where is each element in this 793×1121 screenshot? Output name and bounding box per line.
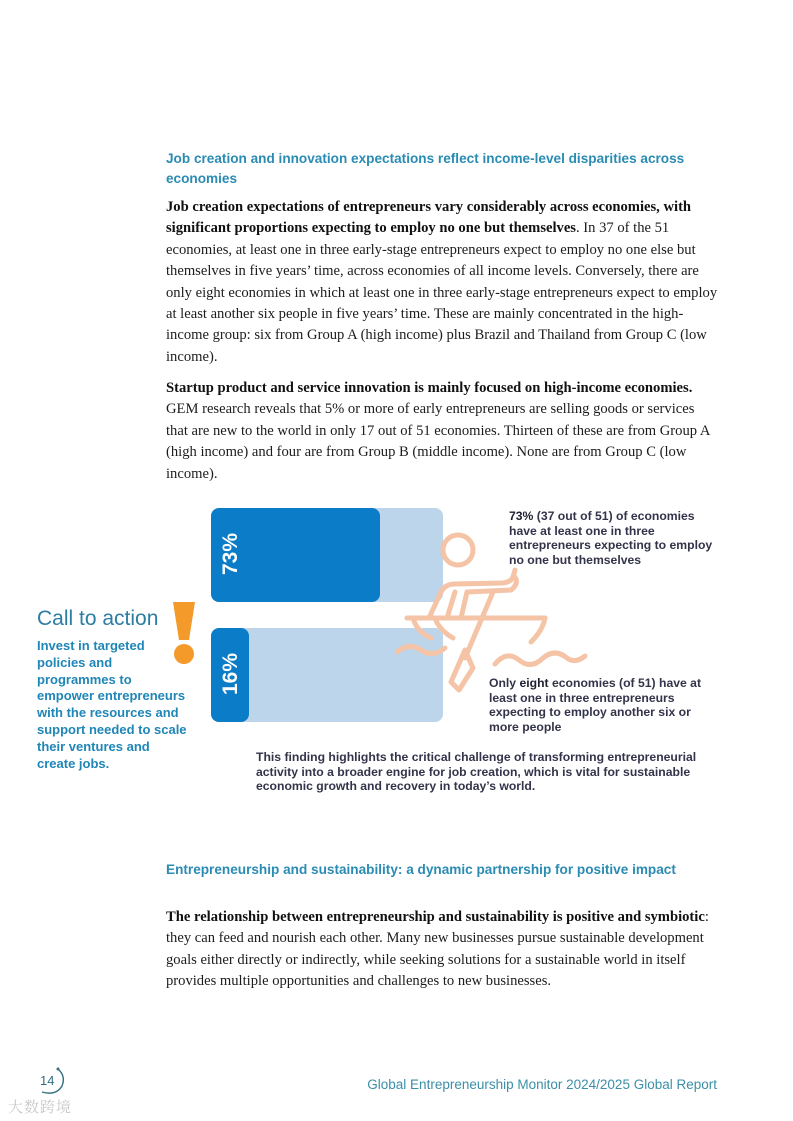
call-to-action-title: Call to action	[37, 607, 159, 630]
note-eight-pre: Only	[489, 676, 520, 690]
section-heading-sustainability: Entrepreneurship and sustainability: a dynamic partnership for positive impact	[166, 862, 676, 877]
paragraph-lead-bold: The relationship between entrepreneurship and sustainability is positive and symbiotic	[166, 909, 705, 925]
finding-note: This finding highlights the critical challenge of transforming entrepreneurial activity into a broader engine for job creation, which is vital for sustainable economic growth and recovery in today’s world.	[256, 750, 697, 794]
note-eight-text: economies (of 51) have at least one in three entrepreneurs expecting to employ another six or more people	[489, 676, 702, 734]
paragraph-body: : they can feed and nourish each other. Many new businesses pursue sustainable development goals either directly or indirectly, while seeking solutions for a sustainable world in itself provides multiple opportunities and challenges to new businesses.	[166, 909, 709, 990]
paragraph-sustainability	[166, 907, 718, 993]
paragraph-body: . In 37 of the 51 economies, at least one in three early-stage entrepreneurs expect to employ no one else but themselves in five years’ time, across economies of all income levels. Conversely, there are only eight economies in which at least one in three early-stage entrepreneurs expect to employ at least another six people in five years’ time. These are mainly concentrated in the high-income group: six from Group A (high income) plus Brazil and Thailand from Group C (low income).	[166, 220, 718, 365]
paragraph-body: GEM research reveals that 5% or more of early entrepreneurs are selling goods or services that are new to the world in only 17 out of 51 economies. Thirteen of these are from Group A (high income) and four are from Group B (middle income). None are from Group C (low income).	[166, 401, 710, 482]
note-eight-bold: eight	[519, 676, 549, 690]
note-73-bold: 73%	[509, 509, 534, 523]
section-heading-job-creation: Job creation and innovation expectations reflect income-level disparities across economies	[166, 151, 685, 186]
footer-report-title: Global Entrepreneurship Monitor 2024/2025 Global Report	[367, 1077, 717, 1092]
paragraph-lead-bold: Startup product and service innovation is mainly focused on high-income economies.	[166, 380, 693, 396]
paragraph-lead-bold: Job creation expectations of entrepreneurs vary considerably across economies, with significant proportions expecting to employ no one but themselves	[166, 199, 692, 237]
bar-label-16: 16%	[219, 652, 242, 696]
paragraph-innovation	[166, 378, 718, 485]
paragraph-job-creation	[166, 197, 718, 368]
page-number: 14	[40, 1073, 55, 1088]
note-73-text: (37 out of 51) of economies have at least one in three entrepreneurs expecting to employ no one but themselves	[509, 509, 713, 567]
note-73-percent	[509, 509, 719, 567]
watermark: 大数跨境	[8, 1098, 73, 1116]
call-to-action-body: Invest in targeted policies and programmes to empower entrepreneurs with the resources and support needed to scale their ventures and create jobs.	[37, 638, 187, 771]
note-eight-economies	[489, 676, 721, 734]
bar-label-73: 73%	[219, 532, 242, 576]
